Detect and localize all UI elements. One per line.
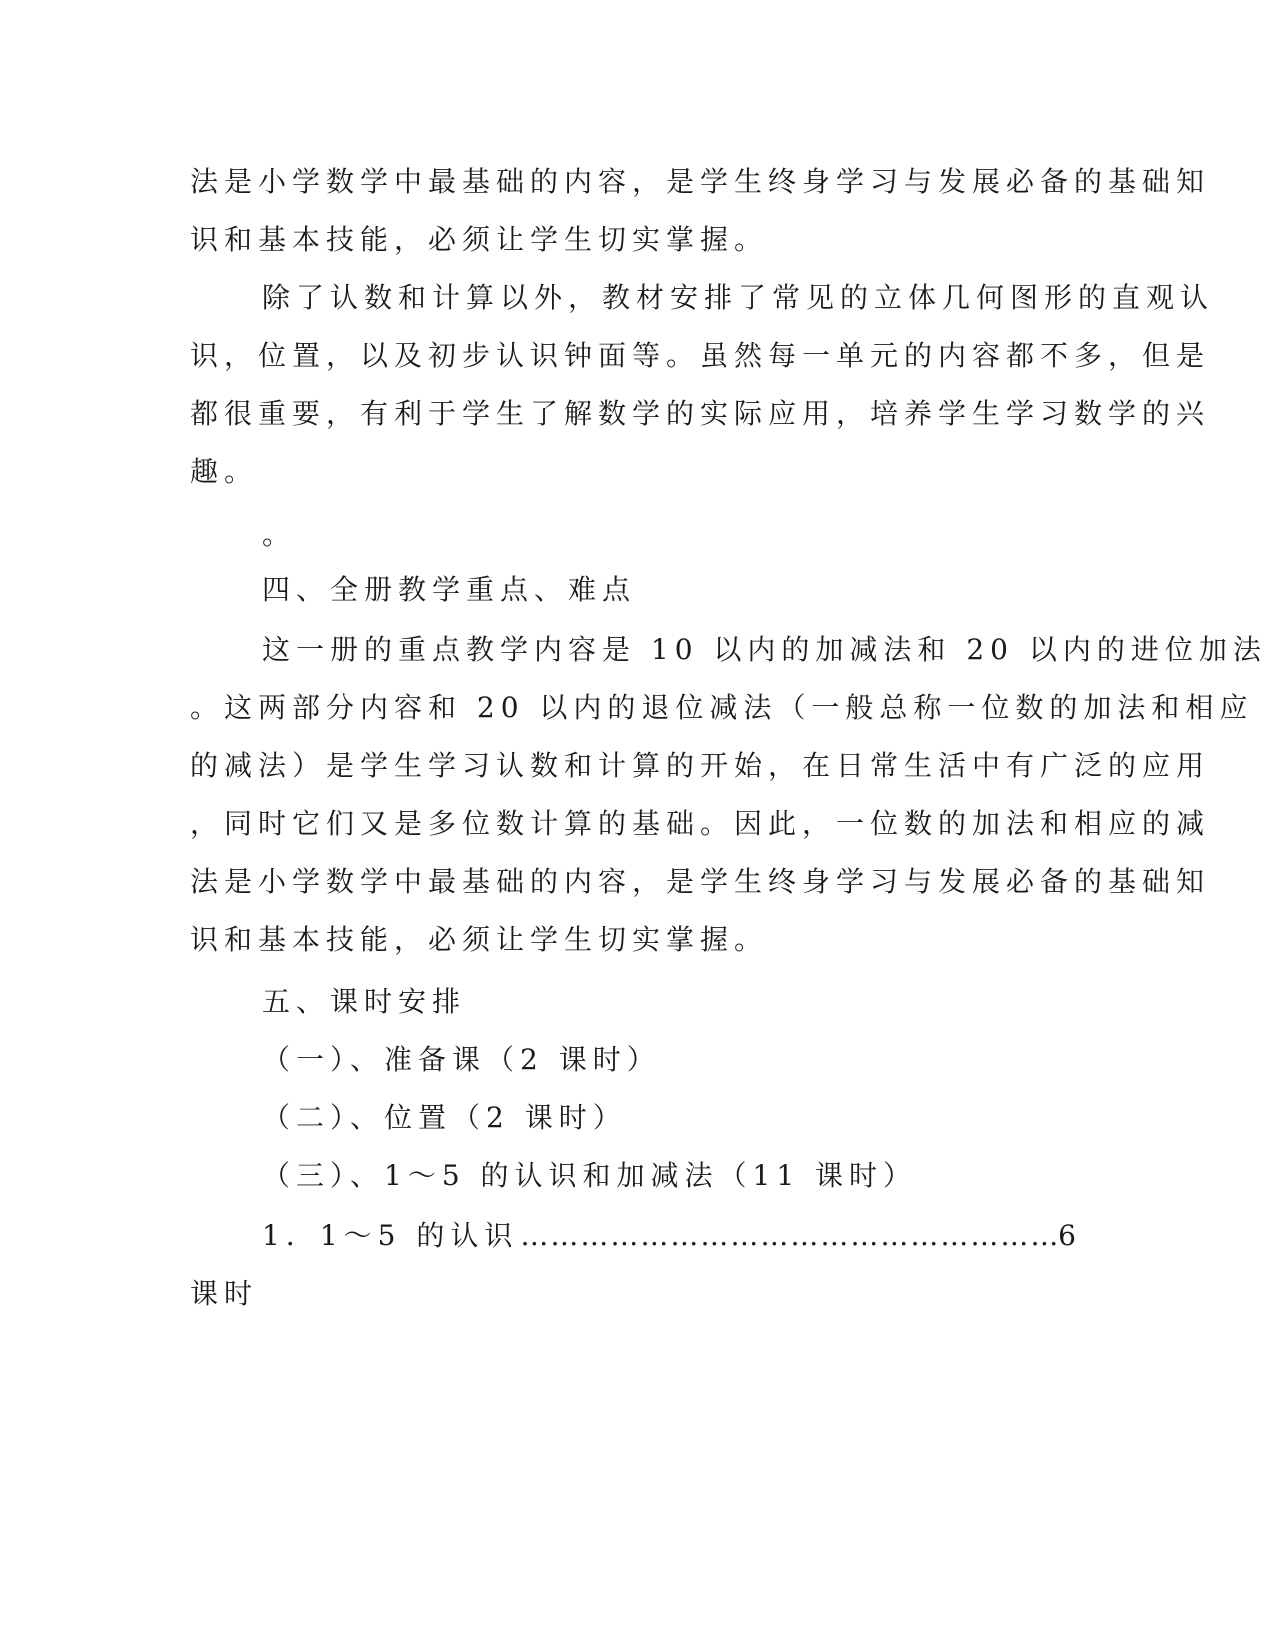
paragraph-line: 识和基本技能，必须让学生切实掌握。 <box>190 923 769 956</box>
section-heading: 四、全册教学重点、难点 <box>262 573 637 606</box>
paragraph-line: 这一册的重点教学内容是 10 以内的加减法和 20 以内的进位加法 <box>262 633 1267 666</box>
paragraph-line: 。这两部分内容和 20 以内的退位减法（一般总称一位数的加法和相应 <box>190 691 1254 724</box>
paragraph-line: 。 <box>262 518 297 551</box>
paragraph-line: 的减法）是学生学习认数和计算的开始，在日常生活中有广泛的应用 <box>190 749 1211 782</box>
paragraph-line: 法是小学数学中最基础的内容，是学生终身学习与发展必备的基础知 <box>190 165 1211 198</box>
schedule-item: （二）、位置（2 课时） <box>262 1101 627 1134</box>
paragraph-line: 识和基本技能，必须让学生切实掌握。 <box>190 223 769 256</box>
paragraph-line: 除了认数和计算以外，教材安排了常见的立体几何图形的直观认 <box>262 281 1215 314</box>
schedule-item: （三）、1～5 的认识和加减法（11 课时） <box>262 1159 918 1192</box>
toc-entry <box>262 1216 1082 1256</box>
toc-entry-number: 6 <box>1058 1219 1082 1252</box>
paragraph-line: 识，位置，以及初步认识钟面等。虽然每一单元的内容都不多，但是 <box>190 339 1211 372</box>
schedule-item: （一）、准备课（2 课时） <box>262 1043 661 1076</box>
paragraph-line: 都很重要，有利于学生了解数学的实际应用，培养学生学习数学的兴 <box>190 397 1211 430</box>
toc-dot-leader <box>520 1216 1056 1256</box>
paragraph-line: 法是小学数学中最基础的内容，是学生终身学习与发展必备的基础知 <box>190 865 1211 898</box>
section-heading: 五、课时安排 <box>262 985 467 1018</box>
paragraph-line: ，同时它们又是多位数计算的基础。因此，一位数的加法和相应的减 <box>190 807 1211 840</box>
toc-entry-label: 1．1～5 的认识 <box>262 1219 519 1252</box>
paragraph-line: 趣。 <box>190 455 259 488</box>
toc-entry-continuation: 课时 <box>190 1277 259 1310</box>
